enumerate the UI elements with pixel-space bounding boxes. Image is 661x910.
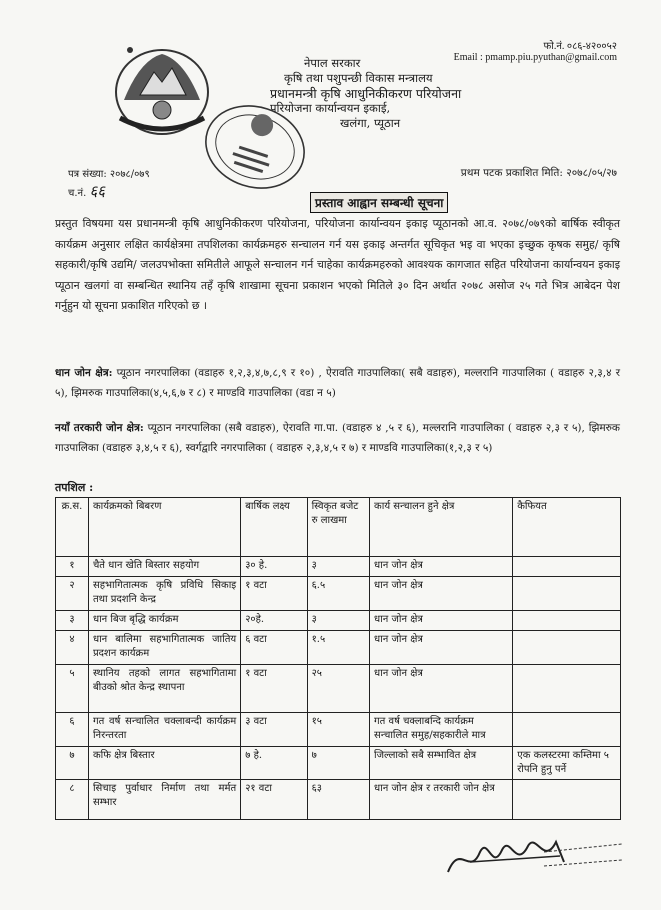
notice-title: प्रस्ताव आह्वान सम्बन्धी सूचना (310, 192, 448, 213)
cell-description: धान बालिमा सहभागितात्मक जातिय प्रदशन कार्यक्रम (88, 631, 240, 665)
letterhead-line-3: प्रधानमन्त्री कृषि आधुनिकीकरण परियोजना (270, 86, 462, 101)
cell-target: ७ हे. (241, 747, 307, 780)
header-target: बार्षिक लक्ष्य (241, 498, 307, 557)
cell-area: धान जोन क्षेत्र (370, 557, 513, 577)
office-email: Email : pmamp.piu.pyuthan@gmail.com (453, 52, 617, 63)
tarkari-zone-paragraph (55, 418, 620, 458)
cell-target: ३ वटा (241, 713, 307, 747)
cell-description: चैते धान खेति बिस्तार सहयोग (88, 557, 240, 577)
letterhead-line-5: खलंगा, प्यूठान (340, 116, 401, 130)
cell-sn: ८ (56, 780, 89, 820)
cell-remarks: एक कलस्टरमा कम्तिमा ५ रोपनि हुनु पर्ने (513, 747, 621, 780)
cell-target: १ वटा (241, 577, 307, 611)
nepal-emblem-icon (110, 40, 214, 140)
signature-icon (440, 822, 630, 884)
dhan-zone-paragraph (55, 363, 620, 403)
cell-area: धान जोन क्षेत्र र तरकारी जोन क्षेत्र (370, 780, 513, 820)
cell-sn: ७ (56, 747, 89, 780)
table-row (56, 665, 621, 713)
cell-target: २१ वटा (241, 780, 307, 820)
letterhead-line-2: कृषि तथा पशुपन्छी विकास मन्त्रालय (284, 71, 433, 85)
cell-budget: ७ (307, 747, 369, 780)
table-row (56, 557, 621, 577)
table-row (56, 747, 621, 780)
cell-budget: २५ (307, 665, 369, 713)
schedule-label: तपशिल : (55, 481, 94, 494)
cell-remarks (513, 713, 621, 747)
cell-remarks (513, 557, 621, 577)
cell-target: १ वटा (241, 665, 307, 713)
cell-description: कफि क्षेत्र बिस्तार (88, 747, 240, 780)
cell-area: जिल्लाको सबै सम्भावित क्षेत्र (370, 747, 513, 780)
cell-budget: ३ (307, 557, 369, 577)
table-row (56, 713, 621, 747)
header-budget: स्विकृत बजेट रु लाखमा (307, 498, 369, 557)
cell-budget: ६.५ (307, 577, 369, 611)
letterhead-line-1: नेपाल सरकार (304, 56, 361, 70)
cell-target: ३० हे. (241, 557, 307, 577)
header-area: कार्य सन्चालन हुने क्षेत्र (370, 498, 513, 557)
cell-target: ६ वटा (241, 631, 307, 665)
cell-budget: १५ (307, 713, 369, 747)
letter-number: पत्र संख्या: २०७८/०७९ (68, 169, 150, 180)
cell-sn: ५ (56, 665, 89, 713)
cell-budget: १.५ (307, 631, 369, 665)
header-remarks: कैफियत (513, 498, 621, 557)
cell-target: २०हे. (241, 611, 307, 631)
dhan-zone-text: प्यूठान नगरपालिका (वडाहरु १,२,३,४,७,८,९ र १०) , ऐरावति गाउपालिका( सबै वडाहरु), मल्लरानि गाउपालिका ( वडाहरु २,३,४ र ५), झिमरुक गाउपालिका(४,५,६,७ र ८) र माण्डवि गाउपालिका (वडा न ५) (55, 367, 620, 399)
cell-remarks (513, 611, 621, 631)
cell-area: गत वर्ष चक्लाबन्दि कार्यक्रम सन्चालित समुह/सहकारीले मात्र (370, 713, 513, 747)
dispatch-number (68, 181, 105, 201)
cell-description: गत वर्ष सन्चालित चक्लाबन्दी कार्यक्रम निरन्तरता (88, 713, 240, 747)
letterhead-line-4: परियोजना कार्यान्वयन इकाई, (270, 101, 391, 115)
cell-description: धान बिज बृद्धि कार्यक्रम (88, 611, 240, 631)
cell-area: धान जोन क्षेत्र (370, 631, 513, 665)
program-table (55, 497, 621, 820)
cell-remarks (513, 631, 621, 665)
header-sn: क्र.स. (56, 498, 89, 557)
cell-budget: ३ (307, 611, 369, 631)
dhan-zone-label: धान जोन क्षेत्र: (55, 367, 113, 379)
table-row (56, 611, 621, 631)
table-body (56, 557, 621, 820)
table-header-row (56, 498, 621, 557)
cell-remarks (513, 780, 621, 820)
tarkari-zone-label: नयाँ तरकारी जोन क्षेत्र: (55, 422, 144, 434)
table-row (56, 631, 621, 665)
letterhead (270, 56, 520, 131)
cell-sn: ३ (56, 611, 89, 631)
cell-remarks (513, 577, 621, 611)
table-row (56, 780, 621, 820)
table-row (56, 577, 621, 611)
cell-sn: ४ (56, 631, 89, 665)
cell-description: सिचाइ पुर्वाधार निर्माण तथा मर्मत सम्भार (88, 780, 240, 820)
cell-area: धान जोन क्षेत्र (370, 577, 513, 611)
notice-body: प्रस्तुत विषयमा यस प्रधानमन्त्री कृषि आधुनिकीकरण परियोजना, परियोजना कार्यान्वयन इकाइ प्यूठानको आ.व. २०७८/०७९को बार्षिक स्वीकृत कार्यक्रम अनुसार लक्षित कार्यक्षेत्रमा तपशिलका कार्यक्रमहरु सन्चालन गर्न यस इकाइ अन्तर्गत सूचिकृत भइ वा भएका इच्छुक कृषक समुह/ कृषि सहकारी/कृषि उद्यमि/ जलउपभोक्ता समितीले आफूले सन्चालन गर्न चाहेका कार्यक्रमहरुको आवश्यक कागजात सहित परियोजना कार्यान्वयन इकाइ प्यूठान खलगां वा सम्बन्धित स्थानिय तहँ कृषि शाखामा सूचना प्रकाशन भएको मितिले ३० दिन अर्थात २०७८ असोज २५ गते भित्र आबेदन पेश गर्नुहुन यो सूचना प्रकाशित गरिएको छ । (55, 217, 620, 312)
cell-description: सहभागितात्मक कृषि प्रविधि सिकाइ तथा प्रदशनि केन्द्र (88, 577, 240, 611)
cell-sn: २ (56, 577, 89, 611)
publication-date: प्रथम पटक प्रकाशित मिति: २०७८/०५/२७ (460, 167, 617, 179)
cell-sn: १ (56, 557, 89, 577)
cell-sn: ६ (56, 713, 89, 747)
dispatch-label: च.नं. (68, 188, 87, 199)
dispatch-value: ६६ (89, 182, 106, 200)
cell-remarks (513, 665, 621, 713)
office-phone: फो.नं. ०८६-४२००५२ (543, 41, 617, 52)
cell-description: स्थानिय तहको लागत सहभागितामा बीउको श्रोत केन्द्र स्थापना (88, 665, 240, 713)
cell-area: धान जोन क्षेत्र (370, 611, 513, 631)
cell-area: धान जोन क्षेत्र (370, 665, 513, 713)
cell-budget: ६३ (307, 780, 369, 820)
header-description: कार्यक्रमको बिबरण (88, 498, 240, 557)
tarkari-zone-text: प्यूठान नगरपालिका (सबै वडाहरु), ऐरावति गा.पा. (वडाहरु ४ ,५ र ६), मल्लरानि गाउपालिका ( वडाहरु २,३ र ५), झिमरुक गाउपालिका (वडाहरु ३,४,५ र ६), स्वर्गद्वारि नगरपालिका ( वडाहरु २,३,४,५ र ७) र माण्डवि गाउपालिका(१,२,३ र ५) (55, 422, 621, 454)
